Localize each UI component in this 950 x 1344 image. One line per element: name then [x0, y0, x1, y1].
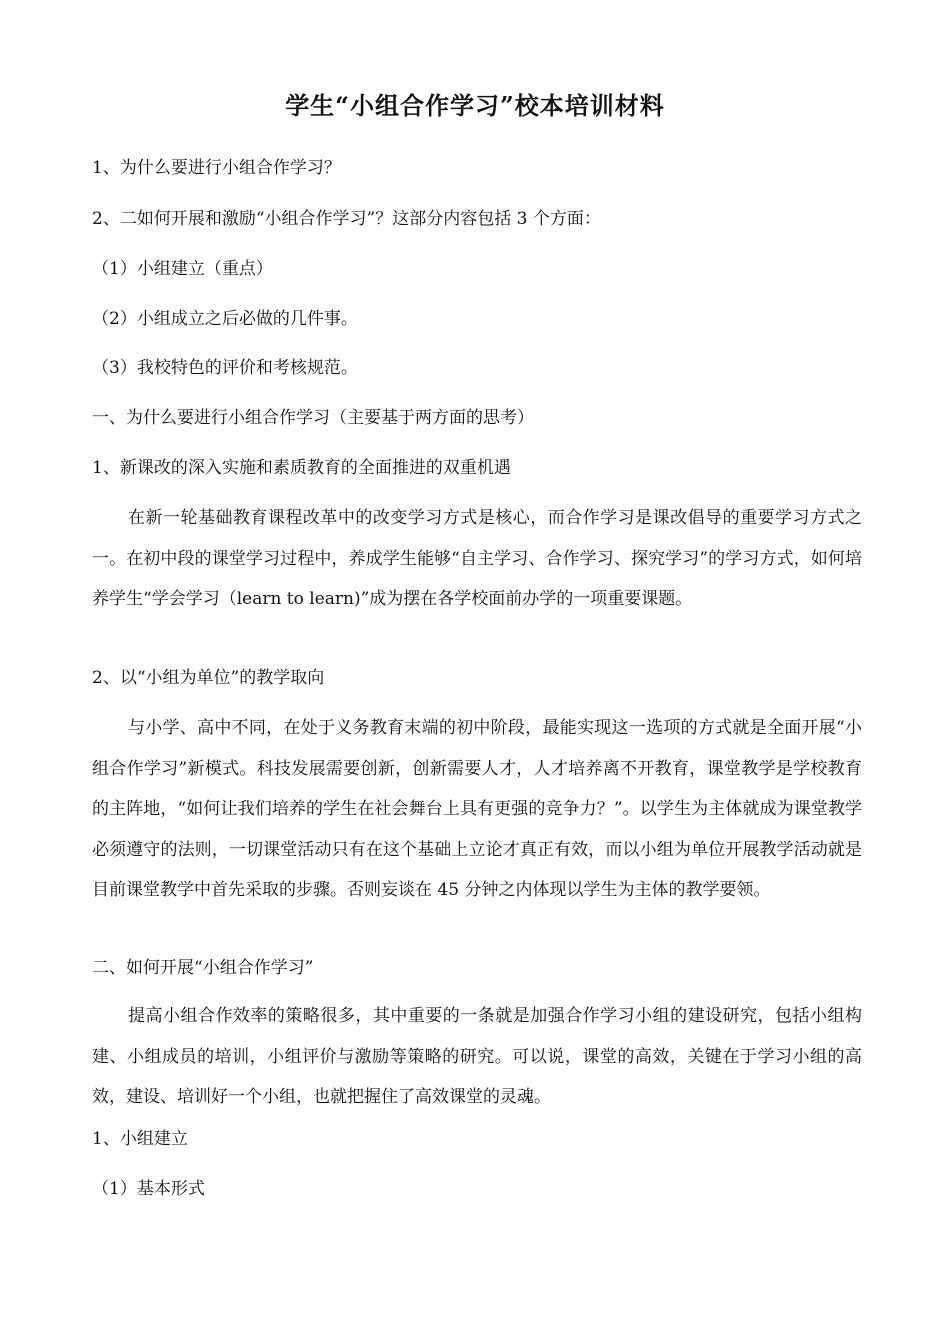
document-title: 学生“小组合作学习”校本培训材料	[285, 91, 665, 120]
section-2-heading: 二、如何开展“小组合作学习”	[92, 958, 314, 978]
outline-item-2: 2、二如何开展和激励“小组合作学习”？这部分内容包括 3 个方面：	[92, 209, 601, 229]
section-1-point-2-heading: 2、以“小组为单位”的教学取向	[92, 668, 325, 688]
section-2-paragraph: 提高小组合作效率的策略很多，其中重要的一条就是加强合作学习小组的建设研究，包括小组构建、小组成员的培训，小组评价与激励等策略的研究。可以说，课堂的高效，关键在于学习小组的高效，建设、培训好一个小组，也就把握住了高效课堂的灵魂。	[92, 1006, 862, 1107]
section-1-point-1-heading: 1、新课改的深入实施和素质教育的全面推进的双重机遇	[92, 458, 511, 478]
outline-item-1: 1、为什么要进行小组合作学习？	[92, 158, 341, 178]
section-2-point-1-heading: 1、小组建立	[92, 1129, 188, 1149]
section-1-heading: 一、为什么要进行小组合作学习（主要基于两方面的思考）	[92, 408, 534, 428]
section-1-point-2-paragraph: 与小学、高中不同，在处于义务教育末端的初中阶段，最能实现这一选项的方式就是全面开展“小组合作学习”新模式。科技发展需要创新，创新需要人才，人才培养离不开教育，课堂教学是学校教育的主阵地，“如何让我们培养的学生在社会舞台上具有更强的竞争力？”。以学生为主体就成为课堂教学必须遵守的法则，一切课堂活动只有在这个基础上立论才真正有效，而以小组为单位开展教学活动就是目前课堂教学中首先采取的步骤。否则妄谈在 45 分钟之内体现以学生为主体的教学要领。	[92, 718, 862, 900]
section-1-point-1-paragraph: 在新一轮基础教育课程改革中的改变学习方式是核心，而合作学习是课改倡导的重要学习方式之一。在初中段的课堂学习过程中，养成学生能够“自主学习、合作学习、探究学习”的学习方式，如何培养学生“学会学习（learn to learn)”成为摆在各学校面前办学的一项重要课题。	[92, 508, 862, 609]
section-2-point-1-sub: （1）基本形式	[92, 1179, 205, 1199]
outline-sub-1: （1）小组建立（重点）	[92, 259, 273, 279]
outline-sub-3: （3）我校特色的评价和考核规范。	[92, 358, 358, 378]
outline-sub-2: （2）小组成立之后必做的几件事。	[92, 309, 358, 329]
